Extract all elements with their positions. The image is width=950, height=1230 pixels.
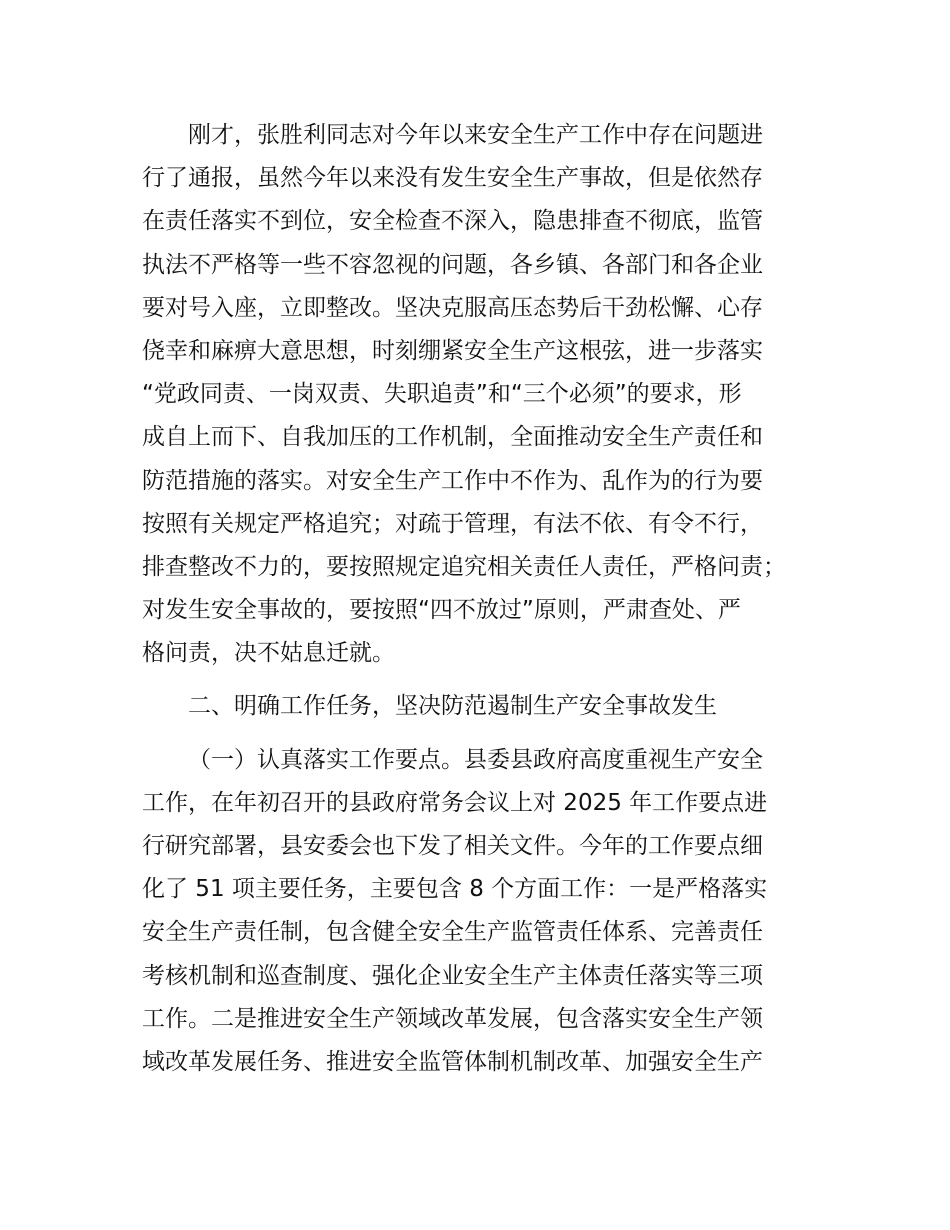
paragraph-spacer xyxy=(142,675,842,685)
text-line: 在责任落实不到位，安全检查不深入，隐患排查不彻底，监管 xyxy=(142,208,763,235)
text-line: 工作。二是推进安全生产领域改革发展，包含落实安全生产领 xyxy=(142,1005,763,1032)
heading-line: 二、明确工作任务，坚决防范遏制生产安全事故发生 xyxy=(188,693,717,720)
text-line: 成自上而下、自我加压的工作机制，全面推动安全生产责任和 xyxy=(142,424,763,451)
text-line: 行了通报，虽然今年以来没有发生安全生产事故，但是依然存 xyxy=(142,165,763,192)
paragraph-1 xyxy=(142,114,842,675)
text-line: 防范措施的落实。对安全生产工作中不作为、乱作为的行为要 xyxy=(142,467,763,494)
text-line: 要对号入座，立即整改。坚决克服高压态势后干劲松懈、心存 xyxy=(142,294,763,321)
text-line: “党政同责、一岗双责、失职追责”和“三个必须”的要求，形 xyxy=(142,381,742,408)
text-line: 安全生产责任制，包含健全安全生产监管责任体系、完善责任 xyxy=(142,919,763,946)
text-line: 排查整改不力的，要按照规定追究相关责任人责任，严格问责； xyxy=(142,553,786,580)
text-line: 对发生安全事故的，要按照“四不放过”原则，严肃查处、严 xyxy=(142,597,741,624)
text-line: 按照有关规定严格追究；对疏于管理，有法不依、有令不行， xyxy=(142,510,763,537)
paragraph-spacer xyxy=(142,729,842,739)
text-line: 行研究部署，县安委会也下发了相关文件。今年的工作要点细 xyxy=(142,833,763,859)
text-line: （一）认真落实工作要点。县委县政府高度重视生产安全 xyxy=(188,746,763,773)
paragraph-3 xyxy=(142,739,842,1085)
text-line: 工作，在年初召开的县政府常务会议上对 2025 年工作要点进 xyxy=(142,789,768,816)
text-line: 侥幸和麻痹大意思想，时刻绷紧安全生产这根弦，进一步落实 xyxy=(142,337,763,364)
text-line: 刚才，张胜利同志对今年以来安全生产工作中存在问题进 xyxy=(188,122,763,148)
text-line: 格问责，决不姑息迁就。 xyxy=(142,640,395,667)
document-body xyxy=(142,114,842,1084)
text-line: 域改革发展任务、推进安全监管体制机制改革、加强安全生产 xyxy=(142,1048,763,1075)
text-line: 化了 51 项主要任务，主要包含 8 个方面工作：一是严格落实 xyxy=(142,876,768,903)
section-heading xyxy=(142,685,842,728)
text-line: 考核机制和巡查制度、强化企业安全生产主体责任落实等三项 xyxy=(142,962,763,989)
text-line: 执法不严格等一些不容忽视的问题，各乡镇、各部门和各企业 xyxy=(142,251,763,278)
